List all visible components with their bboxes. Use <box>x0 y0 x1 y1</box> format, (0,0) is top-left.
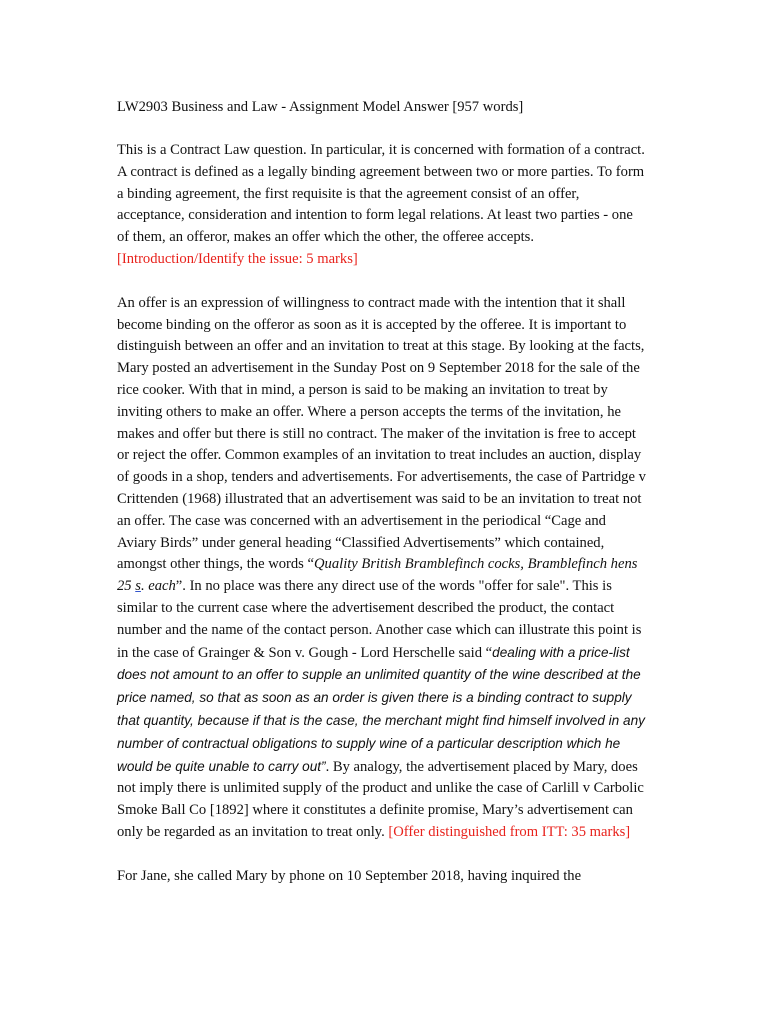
paragraph-text-conclusion: . By analogy, the advertisement placed by Mary, does not imply there is unlimited supply of the product and unlike the case of Carlill v Carbolic Smoke Ball Co [1892] where it constitutes a definite promise, Mary’s advertisement can only be regarded as an invitation to treat only. <box>117 758 644 840</box>
quote-underlined-s: s <box>135 578 141 595</box>
paragraph-jane: For Jane, she called Mary by phone on 10 September 2018, having inquired the <box>117 867 582 884</box>
marks-annotation: [Offer distinguished from ITT: 35 marks] <box>388 823 631 840</box>
document-title: LW2903 Business and Law - Assignment Model Answer [957 words] <box>117 99 524 115</box>
paragraph-text: This is a Contract Law question. In particular, it is concerned with formation of a contract. A contract is defined as a legally binding agreement between two or more parties. To form a binding agreement, the first requisite is that the agreement consist of an offer, acceptance, consideration and intention to form legal relations. At least two parties - one of them, an offeror, makes an offer which the other, the offeree accepts. <box>117 142 645 246</box>
quote-text-end: . each <box>140 578 176 595</box>
paragraph-introduction <box>117 140 648 271</box>
paragraph-text-continued: ”. In no place was there any direct use of the words "offer for sale". This is similar to the current case where the advertisement described the product, the contact number and the name of the contact person. Another case which can illustrate this point is in the case of Grainger & Son v. Gough - Lord Herschelle said “ <box>117 578 642 661</box>
paragraph-text: An offer is an expression of willingness to contract made with the intention that it shall become binding on the offeror as soon as it is accepted by the offeree. It is important to distinguish between an offer and an invitation to treat at this stage. By looking at the facts, Mary posted an advertisement in the Sunday Post on 9 September 2018 for the sale of the rice cooker. With that in mind, a person is said to be making an invitation to treat by inviting others to make an offer. Where a person accepts the terms of the invitation, he makes and offer but there is still no contract. The maker of the invitation is free to accept or reject the offer. Common examples of an invitation to treat includes an auction, display of goods in a shop, tenders and advertisements. For advertisements, the case of Partridge v Crittenden (1968) illustrated that an advertisement was said to be an invitation to treat not an offer. The case was concerned with an advertisement in the periodical “Cage and Aviary Birds” under general heading “Classified Advertisements” which contained, amongst other things, the words “ <box>117 294 646 573</box>
quote-lord-herschelle: dealing with a price-list does not amount to an offer to supple an unlimited quantity of the wine described at the price named, so that as soon as an order is given there is a binding contract to supply that quantity, because if that is the case, the merchant might find himself involved in any number of contractual obligations to supply wine of a particular description which he would be quite unable to carry out” <box>117 644 645 774</box>
quote-text: Quality British Bramblefinch cocks, Bramblefinch hens 25 <box>117 556 638 595</box>
paragraph-offer-vs-itt <box>117 293 648 844</box>
marks-annotation: [Introduction/Identify the issue: 5 marks] <box>117 250 358 267</box>
